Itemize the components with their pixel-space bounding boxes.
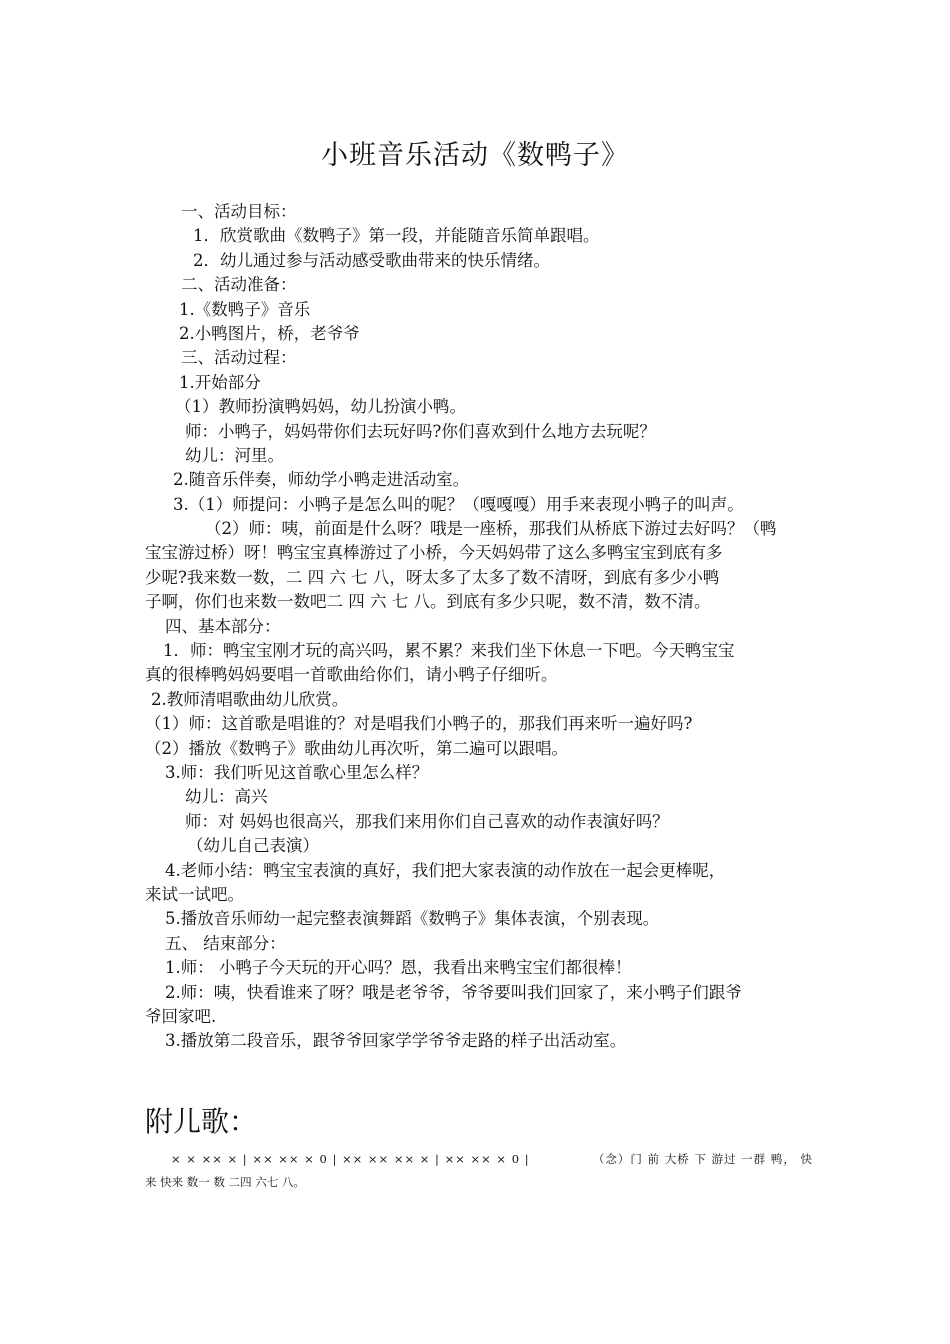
body-line: 5.播放音乐师幼一起完整表演舞蹈《数鸭子》集体表演，个别表现。 <box>165 909 660 929</box>
body-line: 师：对 妈妈也很高兴，那我们来用你们自己喜欢的动作表演好吗？ <box>185 811 669 831</box>
body-line: 3.师：我们听见这首歌心里怎么样？ <box>165 762 429 782</box>
rhythm-notation <box>145 1148 813 1194</box>
appendix-heading: 附儿歌： <box>145 1105 258 1138</box>
body-line: 1.《数鸭子》音乐 <box>179 299 311 319</box>
body-line: （1）教师扮演鸭妈妈，幼儿扮演小鸭。 <box>175 397 466 417</box>
body-line: 四、基本部分： <box>165 616 281 636</box>
body-line: 幼儿：河里。 <box>185 445 284 465</box>
body-line: 幼儿：高兴 <box>185 787 268 807</box>
body-line: 少呢?我来数一数，二 四 六 七 八，呀太多了太多了数不清呀，到底有多少小鸭 <box>145 567 720 587</box>
body-line: 二、活动准备： <box>181 275 297 295</box>
body-line: （1）师：这首歌是唱谁的？对是唱我们小鸭子的，那我们再来听一遍好吗? <box>145 714 693 734</box>
body-line: 宝宝游过桥）呀！鸭宝宝真棒游过了小桥，今天妈妈带了这么多鸭宝宝到底有多 <box>145 543 723 563</box>
body-line: 2．幼儿通过参与活动感受歌曲带来的快乐情绪。 <box>193 250 550 270</box>
body-line: 4.老师小结：鸭宝宝表演的真好，我们把大家表演的动作放在一起会更棒呢， <box>165 860 726 880</box>
body-line: 1．欣赏歌曲《数鸭子》第一段，并能随音乐简单跟唱。 <box>193 226 600 246</box>
body-line: 3.（1）师提问：小鸭子是怎么叫的呢？（嘎嘎嘎）用手来表现小鸭子的叫声。 <box>173 494 744 514</box>
document-title: 小班音乐活动《数鸭子》 <box>321 140 629 171</box>
body-line: （2）师：咦，前面是什么呀？哦是一座桥，那我们从桥底下游过去好吗？（鸭 <box>205 519 777 539</box>
body-line: 2.师：咦，快看谁来了呀？哦是老爷爷，爷爷要叫我们回家了，来小鸭子们跟爷 <box>165 982 742 1002</box>
body-line: 子啊，你们也来数一数吧二 四 六 七 八。到底有多少只呢，数不清，数不清。 <box>145 592 711 612</box>
body-line: 3.播放第二段音乐，跟爷爷回家学学爷爷走路的样子出活动室。 <box>165 1031 627 1051</box>
rhythm-symbols: × × ×× × | ×× ×× × 0 | ×× ×× ×× × | ×× ×× × 0 | <box>171 1152 530 1166</box>
body-line: 五、 结束部分： <box>165 933 286 953</box>
body-line: 2.教师清唱歌曲幼儿欣赏。 <box>151 689 349 709</box>
body-line: 1.开始部分 <box>179 372 261 392</box>
body-line: 2.小鸭图片，桥，老爷爷 <box>179 323 360 343</box>
body-line: 三、活动过程： <box>181 348 297 368</box>
body-line: 一、活动目标： <box>181 202 297 221</box>
body-line: 爷回家吧. <box>145 1006 217 1026</box>
body-line: （幼儿自己表演） <box>187 836 319 856</box>
body-line: 来试一试吧。 <box>145 884 244 904</box>
notation-line-1 <box>145 1148 813 1171</box>
body-line: 师：小鸭子，妈妈带你们去玩好吗?你们喜欢到什么地方去玩呢？ <box>185 421 656 441</box>
body-line: （2）播放《数鸭子》歌曲幼儿再次听，第二遍可以跟唱。 <box>145 738 568 758</box>
document-body <box>145 200 813 1054</box>
chant-lyrics: （念）门 前 大桥 下 游过 一群 鸭， 快 <box>592 1152 813 1166</box>
notation-line-2: 来 快来 数一 数 二四 六七 八。 <box>145 1175 305 1189</box>
body-line: 真的很棒鸭妈妈要唱一首歌曲给你们，请小鸭子仔细听。 <box>145 665 558 685</box>
body-line: 2.随音乐伴奏，师幼学小鸭走进活动室。 <box>173 470 470 490</box>
body-line: 1.师： 小鸭子今天玩的开心吗？恩，我看出来鸭宝宝们都很棒！ <box>165 958 632 978</box>
body-line: 1．师：鸭宝宝刚才玩的高兴吗，累不累？来我们坐下休息一下吧。今天鸭宝宝 <box>163 641 735 661</box>
